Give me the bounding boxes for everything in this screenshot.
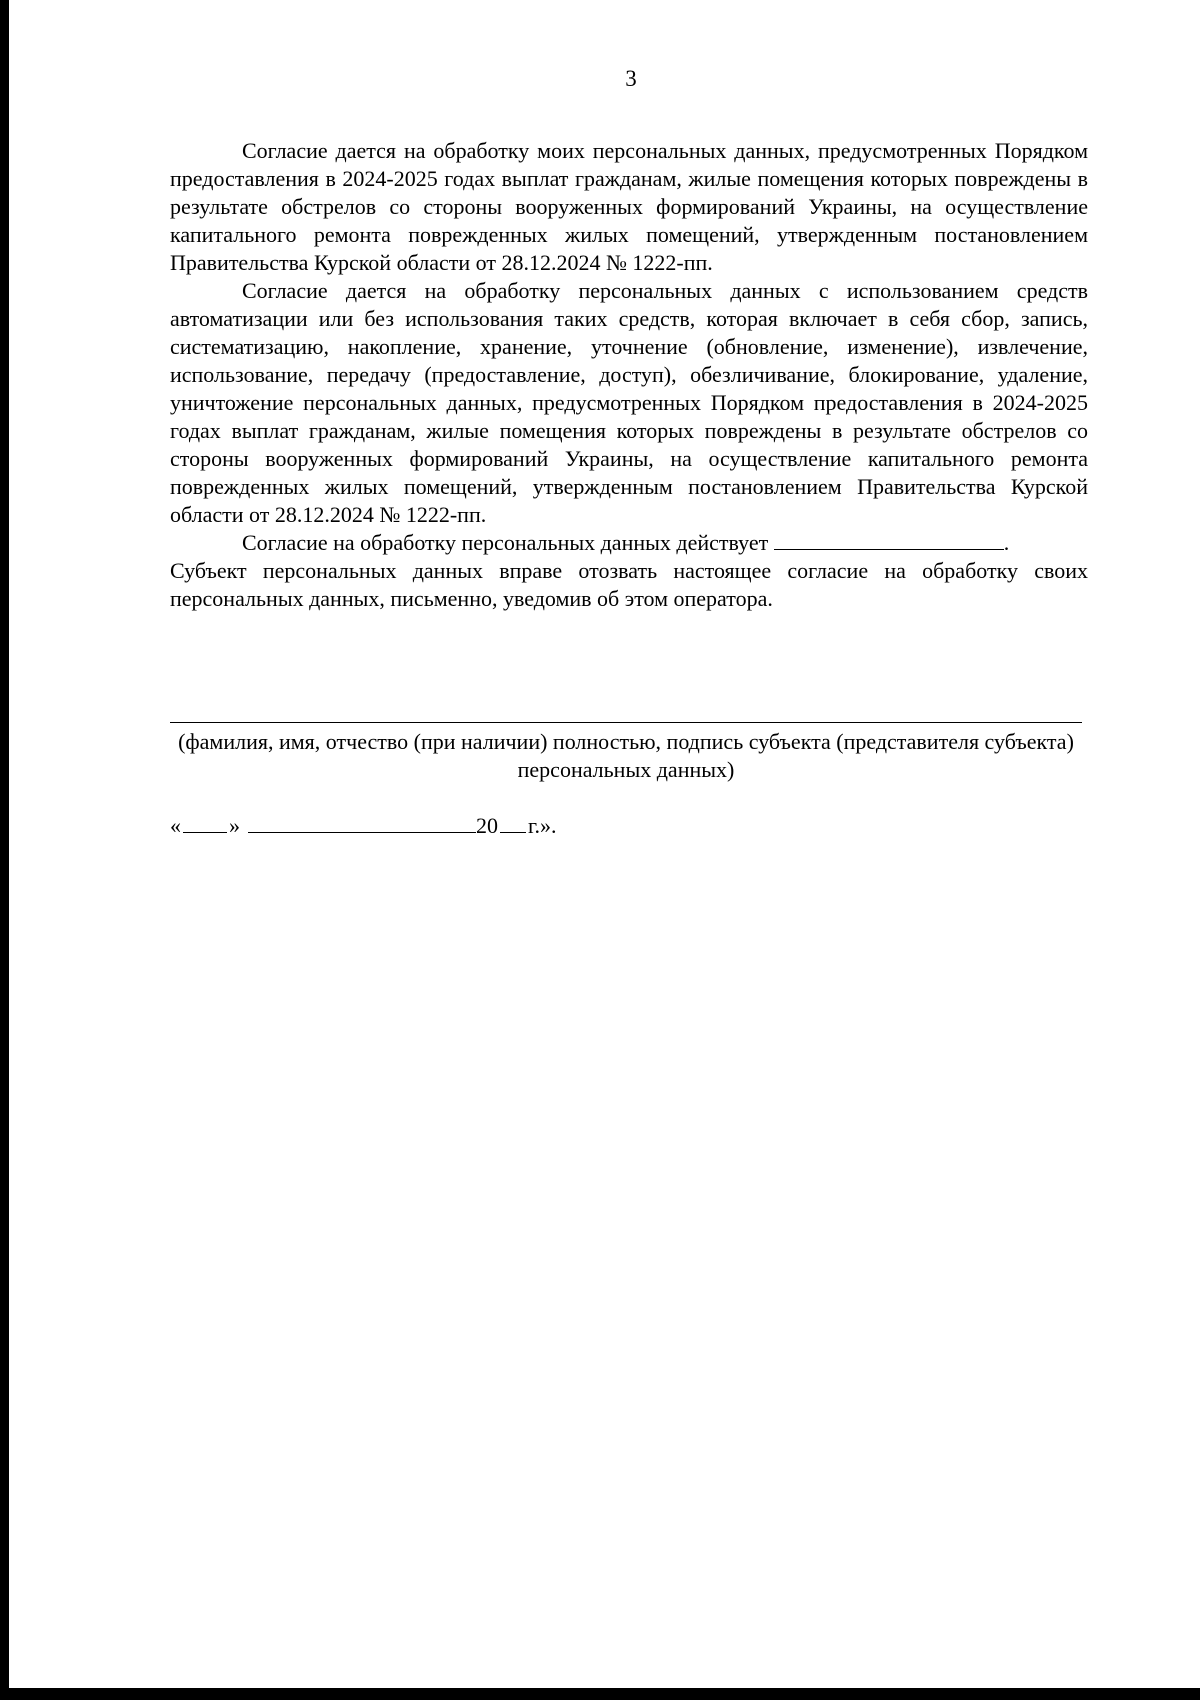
paragraph-withdrawal: Субъект персональных данных вправе отозвать настоящее согласие на обработку своих персональных данных, письменно, уведомив об этом оператора. — [170, 558, 1088, 611]
date-year-prefix: 20 — [476, 813, 498, 838]
paragraph-validity — [170, 529, 1088, 557]
signature-line[interactable] — [170, 722, 1082, 723]
date-line — [170, 812, 557, 840]
scan-border-left — [0, 0, 9, 1700]
date-day-blank[interactable] — [183, 812, 227, 833]
date-suffix: г.». — [528, 813, 557, 838]
date-year-blank[interactable] — [500, 812, 526, 833]
date-close-quote: » — [229, 813, 240, 838]
paragraph-processing-actions: Согласие дается на обработку персональных данных с использованием средств автоматизации или без использования таких средств, которая включает в себя сбор, запись, систематизацию, накопление, хранение, уточнение (обновление, изменение), извлечение, использование, передачу (предоставление, доступ), обезличивание, блокирование, удаление, уничтожение персональных данных, предусмотренных Порядком предоставления в 2024-2025 годах выплат гражданам, жилые помещения которых повреждены в результате обстрелов со стороны вооруженных формирований Украины, на осуществление капитального ремонта поврежденных жилых помещений, утвержденным постановлением Правительства Курской области от 28.12.2024 № 1222-пп. — [170, 278, 1088, 527]
page-number: 3 — [625, 66, 637, 91]
document-body — [170, 137, 1088, 613]
date-month-blank[interactable] — [248, 812, 476, 833]
signature-caption: (фамилия, имя, отчество (при наличии) полностью, подпись субъекта (представителя субъекта) персональных данных) — [178, 729, 1074, 782]
validity-period-blank[interactable] — [774, 529, 1004, 550]
date-open-quote: « — [170, 813, 181, 838]
validity-text: Согласие на обработку персональных данных действует — [242, 530, 769, 555]
paragraph-consent-scope: Согласие дается на обработку моих персональных данных, предусмотренных Порядком предоставления в 2024-2025 годах выплат гражданам, жилые помещения которых повреждены в результате обстрелов со стороны вооруженных формирований Украины, на осуществление капитального ремонта поврежденных жилых помещений, утвержденным постановлением Правительства Курской области от 28.12.2024 № 1222-пп. — [170, 138, 1088, 275]
scan-border-bottom — [0, 1688, 1200, 1700]
validity-end: . — [1003, 530, 1010, 555]
